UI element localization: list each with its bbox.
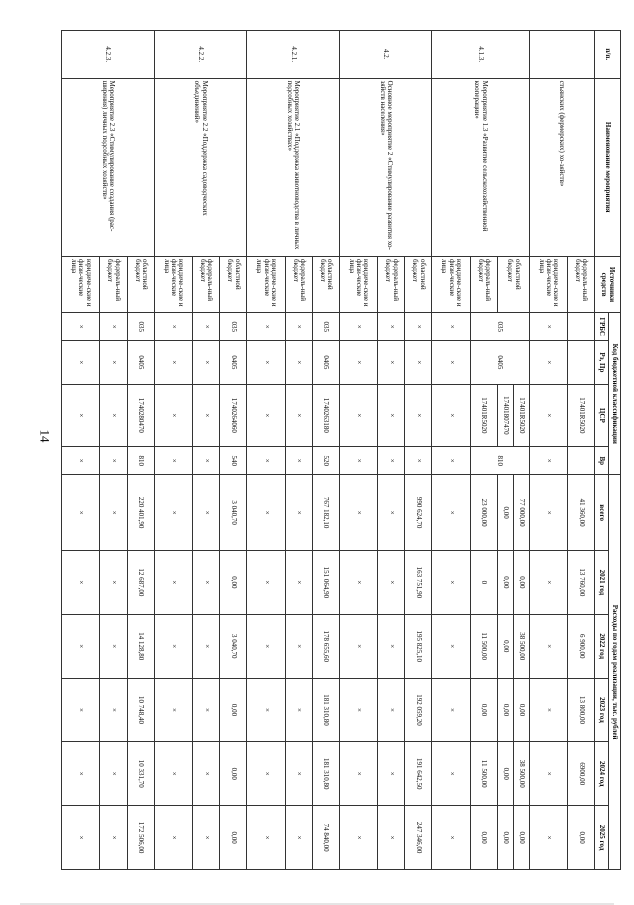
vr-cell: × xyxy=(432,447,470,475)
year-2025-cell: 0,00 xyxy=(470,806,497,870)
grbs-cell: 035 xyxy=(470,313,529,341)
year-2024-cell: 6900,00 xyxy=(567,742,594,806)
total-cell: 220 401,90 xyxy=(127,475,154,551)
header-name: Наименование мероприятия xyxy=(595,78,621,256)
vr-cell: 810 xyxy=(127,447,154,475)
year-2021-cell: × xyxy=(154,551,192,615)
year-2024-cell: 191 642,50 xyxy=(405,742,432,806)
row-index: 4.2. xyxy=(339,31,432,79)
year-2025-cell: × xyxy=(285,806,312,870)
table-row xyxy=(220,31,247,870)
csr-cell: 1740264060 xyxy=(220,384,247,447)
grbs-cell: 035 xyxy=(312,313,339,341)
header-csr: ЦСР xyxy=(595,384,609,447)
year-2022-cell: 14 128,80 xyxy=(127,614,154,678)
grbs-cell: × xyxy=(378,313,405,341)
source-cell: областной бюджет xyxy=(220,256,247,312)
total-cell: × xyxy=(62,475,100,551)
header-expenses: Расходы по годам реализации, тыс. рублей xyxy=(609,475,621,870)
total-cell: 0,00 xyxy=(497,475,513,551)
grbs-cell: × xyxy=(405,313,432,341)
year-2023-cell: × xyxy=(339,678,377,742)
total-cell: × xyxy=(378,475,405,551)
csr-cell: × xyxy=(247,384,285,447)
vr-cell: × xyxy=(193,447,220,475)
total-cell: 3 040,70 xyxy=(220,475,247,551)
header-2021: 2021 год xyxy=(595,551,609,615)
year-2025-cell: 74 840,00 xyxy=(312,806,339,870)
activity-name: Мероприятие 2.3 «Стимулирование создания (рас-ширения) личных подсобных хозяйств» xyxy=(62,78,155,256)
header-total: всего xyxy=(595,475,609,551)
year-2024-cell: 0,00 xyxy=(220,742,247,806)
year-2022-cell: 195 825,10 xyxy=(405,614,432,678)
vr-cell: × xyxy=(378,447,405,475)
page-number: 14 xyxy=(37,429,53,443)
year-2022-cell: × xyxy=(339,614,377,678)
year-2022-cell: × xyxy=(62,614,100,678)
rzpr-cell: × xyxy=(529,341,567,384)
table-row xyxy=(312,31,339,870)
year-2024-cell: × xyxy=(193,742,220,806)
total-cell: × xyxy=(285,475,312,551)
activity-name: Мероприятие 2.1 «Поддержка животноводства в личных подсобных хозяйствах» xyxy=(247,78,340,256)
csr-cell: 1740263180 xyxy=(312,384,339,447)
source-cell: областной бюджет xyxy=(127,256,154,312)
source-cell: областной бюджет xyxy=(497,256,529,312)
header-rzpr: Рз, Пр xyxy=(595,341,609,384)
year-2021-cell: × xyxy=(432,551,470,615)
year-2022-cell: × xyxy=(154,614,192,678)
rzpr-cell: × xyxy=(193,341,220,384)
csr-cell: × xyxy=(432,384,470,447)
header-2023: 2023 год xyxy=(595,678,609,742)
year-2023-cell: 181 310,80 xyxy=(312,678,339,742)
total-cell: 990 624,70 xyxy=(405,475,432,551)
source-cell: юридиче-ские и физи-ческие лица xyxy=(529,256,567,312)
year-2024-cell: 38 500,00 xyxy=(513,742,529,806)
year-2025-cell: × xyxy=(378,806,405,870)
activity-name: Мероприятие 1.3 «Развитие сельскохозяйственной кооперации» xyxy=(432,78,529,256)
header-vr: Вр xyxy=(595,447,609,475)
source-cell: федераль-ный бюджет xyxy=(100,256,127,312)
csr-cell: × xyxy=(529,384,567,447)
year-2025-cell: × xyxy=(432,806,470,870)
header-2022: 2022 год xyxy=(595,614,609,678)
source-cell: федераль-ный бюджет xyxy=(470,256,497,312)
year-2022-cell: 3 040,70 xyxy=(220,614,247,678)
year-2023-cell: × xyxy=(62,678,100,742)
year-2024-cell: × xyxy=(339,742,377,806)
grbs-cell: × xyxy=(62,313,100,341)
year-2024-cell: × xyxy=(378,742,405,806)
year-2021-cell: 0,00 xyxy=(220,551,247,615)
vr-cell: × xyxy=(247,447,285,475)
source-cell: областной бюджет xyxy=(405,256,432,312)
total-cell: × xyxy=(100,475,127,551)
rzpr-cell: × xyxy=(62,341,100,384)
year-2022-cell: 38 500,00 xyxy=(513,614,529,678)
total-cell: 77 000,00 xyxy=(513,475,529,551)
csr-cell: 17401R5020 xyxy=(470,384,497,447)
year-2021-cell: 0 xyxy=(470,551,497,615)
year-2025-cell: × xyxy=(62,806,100,870)
year-2022-cell: × xyxy=(100,614,127,678)
year-2024-cell: × xyxy=(100,742,127,806)
source-cell: юридиче-ские и физи-ческие лица xyxy=(432,256,470,312)
vr-cell: × xyxy=(100,447,127,475)
header-2024: 2024 год xyxy=(595,742,609,806)
year-2021-cell: × xyxy=(339,551,377,615)
year-2023-cell: × xyxy=(285,678,312,742)
vr-cell: 540 xyxy=(220,447,247,475)
year-2022-cell: × xyxy=(193,614,220,678)
rzpr-cell: × xyxy=(285,341,312,384)
year-2024-cell: 181 310,80 xyxy=(312,742,339,806)
grbs-cell: × xyxy=(432,313,470,341)
table-row xyxy=(513,31,529,870)
csr-cell: × xyxy=(378,384,405,447)
rzpr-cell: 0405 xyxy=(470,341,529,384)
csr-cell: × xyxy=(154,384,192,447)
year-2024-cell: × xyxy=(247,742,285,806)
total-cell: × xyxy=(432,475,470,551)
year-2025-cell: 0,00 xyxy=(567,806,594,870)
csr-cell: × xyxy=(405,384,432,447)
csr-cell: × xyxy=(339,384,377,447)
activity-name: Основное мероприятие 2 «Стимулирование развития хо-зяйств населения» xyxy=(339,78,432,256)
source-cell: областной бюджет xyxy=(312,256,339,312)
year-2024-cell: × xyxy=(529,742,567,806)
rzpr-cell: × xyxy=(432,341,470,384)
csr-cell: 17401R5020 xyxy=(567,384,594,447)
grbs-cell: × xyxy=(339,313,377,341)
year-2023-cell: × xyxy=(247,678,285,742)
year-2021-cell: × xyxy=(378,551,405,615)
year-2024-cell: × xyxy=(432,742,470,806)
year-2025-cell: × xyxy=(247,806,285,870)
source-cell: юридиче-ские и физи-ческие лица xyxy=(62,256,100,312)
rzpr-cell: 0405 xyxy=(312,341,339,384)
grbs-cell: 035 xyxy=(220,313,247,341)
header-sources: Источники средств xyxy=(595,256,621,312)
vr-cell: × xyxy=(405,447,432,475)
vr-cell: × xyxy=(285,447,312,475)
source-cell: федераль-ный бюджет xyxy=(567,256,594,312)
total-cell: × xyxy=(193,475,220,551)
total-cell: 767 182,10 xyxy=(312,475,339,551)
row-index: 4.2.3. xyxy=(62,31,155,79)
year-2025-cell: × xyxy=(100,806,127,870)
row-index: 4.2.2. xyxy=(154,31,247,79)
header-budget-code: Код бюджетной классификации xyxy=(609,313,621,475)
year-2024-cell: × xyxy=(62,742,100,806)
csr-cell: 17401R5020 xyxy=(513,384,529,447)
grbs-cell: 035 xyxy=(127,313,154,341)
vr-cell: × xyxy=(154,447,192,475)
rzpr-cell: × xyxy=(405,341,432,384)
rzpr-cell: × xyxy=(100,341,127,384)
rzpr-cell: × xyxy=(247,341,285,384)
year-2023-cell: × xyxy=(154,678,192,742)
year-2021-cell: 0,00 xyxy=(497,551,513,615)
csr-cell: 17401807470 xyxy=(497,384,513,447)
vr-cell: × xyxy=(62,447,100,475)
budget-table xyxy=(61,30,621,870)
year-2022-cell: 6 900,00 xyxy=(567,614,594,678)
year-2021-cell: 151 064,90 xyxy=(312,551,339,615)
csr-cell: × xyxy=(285,384,312,447)
grbs-cell xyxy=(567,313,594,341)
rotated-page xyxy=(61,30,621,870)
year-2025-cell: × xyxy=(339,806,377,870)
grbs-cell: × xyxy=(193,313,220,341)
year-2022-cell: 11 500,00 xyxy=(470,614,497,678)
table-row xyxy=(567,31,594,870)
rzpr-cell: 0405 xyxy=(220,341,247,384)
total-cell: 41 360,00 xyxy=(567,475,594,551)
csr-cell: 1740280470 xyxy=(127,384,154,447)
row-index: 4.2.1. xyxy=(247,31,340,79)
year-2023-cell: × xyxy=(378,678,405,742)
vr-cell: 810 xyxy=(470,447,529,475)
total-cell: × xyxy=(529,475,567,551)
year-2025-cell: × xyxy=(193,806,220,870)
year-2021-cell: × xyxy=(193,551,220,615)
year-2021-cell: × xyxy=(529,551,567,615)
year-2022-cell: × xyxy=(432,614,470,678)
vr-cell xyxy=(567,447,594,475)
year-2023-cell: × xyxy=(100,678,127,742)
year-2021-cell: 0,00 xyxy=(513,551,529,615)
year-2023-cell: × xyxy=(529,678,567,742)
grbs-cell: × xyxy=(247,313,285,341)
source-cell: юридиче-ские и физи-ческие лица xyxy=(247,256,285,312)
year-2022-cell: × xyxy=(529,614,567,678)
year-2024-cell: 11 500,00 xyxy=(470,742,497,806)
vr-cell: × xyxy=(339,447,377,475)
year-2023-cell: 0,00 xyxy=(470,678,497,742)
year-2022-cell: × xyxy=(285,614,312,678)
year-2023-cell: 13 800,00 xyxy=(567,678,594,742)
table-row xyxy=(127,31,154,870)
source-cell: федераль-ный бюджет xyxy=(378,256,405,312)
year-2022-cell: 0,00 xyxy=(497,614,513,678)
year-2023-cell: × xyxy=(193,678,220,742)
grbs-cell: × xyxy=(285,313,312,341)
year-2021-cell: 12 687,00 xyxy=(127,551,154,615)
year-2025-cell: × xyxy=(154,806,192,870)
year-2025-cell: 247 346,00 xyxy=(405,806,432,870)
rzpr-cell: 0405 xyxy=(127,341,154,384)
year-2023-cell: × xyxy=(432,678,470,742)
year-2021-cell: 163 751,90 xyxy=(405,551,432,615)
source-cell: юридиче-ские и физи-ческие лица xyxy=(154,256,192,312)
rzpr-cell xyxy=(567,341,594,384)
year-2025-cell: 172 506,00 xyxy=(127,806,154,870)
total-cell: × xyxy=(154,475,192,551)
year-2023-cell: 0,00 xyxy=(497,678,513,742)
vr-cell: 520 xyxy=(312,447,339,475)
year-2021-cell: × xyxy=(285,551,312,615)
year-2023-cell: 0,00 xyxy=(220,678,247,742)
row-index xyxy=(529,31,594,79)
year-2024-cell: 0,00 xyxy=(497,742,513,806)
row-index: 4.1.3. xyxy=(432,31,529,79)
year-2025-cell: 0,00 xyxy=(497,806,513,870)
csr-cell: × xyxy=(62,384,100,447)
year-2023-cell: 0,00 xyxy=(513,678,529,742)
year-2023-cell: 10 748,40 xyxy=(127,678,154,742)
csr-cell: × xyxy=(100,384,127,447)
activity-name: Мероприятие 2.2 «Поддержка садоводческих объединений» xyxy=(154,78,247,256)
table-row xyxy=(405,31,432,870)
rzpr-cell: × xyxy=(339,341,377,384)
year-2024-cell: 10 331,70 xyxy=(127,742,154,806)
total-cell: 23 000,00 xyxy=(470,475,497,551)
header-num: п/п. xyxy=(595,31,621,79)
year-2022-cell: × xyxy=(378,614,405,678)
header-2025: 2025 год xyxy=(595,806,609,870)
csr-cell: × xyxy=(193,384,220,447)
total-cell: × xyxy=(339,475,377,551)
year-2024-cell: × xyxy=(154,742,192,806)
source-cell: юридиче-ские и физи-ческие лица xyxy=(339,256,377,312)
year-2021-cell: × xyxy=(62,551,100,615)
vr-cell: × xyxy=(529,447,567,475)
year-2022-cell: 178 655,60 xyxy=(312,614,339,678)
year-2024-cell: × xyxy=(285,742,312,806)
grbs-cell: × xyxy=(529,313,567,341)
year-2021-cell: × xyxy=(100,551,127,615)
header-grbs: ГРБС xyxy=(595,313,609,341)
activity-name: стьянских (фермерских) хо-зяйств» xyxy=(529,78,594,256)
source-cell: федераль-ный бюджет xyxy=(193,256,220,312)
source-cell: федераль-ный бюджет xyxy=(285,256,312,312)
total-cell: × xyxy=(247,475,285,551)
year-2025-cell: 0,00 xyxy=(513,806,529,870)
year-2025-cell: 0,00 xyxy=(220,806,247,870)
grbs-cell: × xyxy=(154,313,192,341)
year-2021-cell: 13 760,00 xyxy=(567,551,594,615)
year-2025-cell: × xyxy=(529,806,567,870)
year-2022-cell: × xyxy=(247,614,285,678)
rzpr-cell: × xyxy=(154,341,192,384)
rzpr-cell: × xyxy=(378,341,405,384)
year-2021-cell: × xyxy=(247,551,285,615)
year-2023-cell: 192 059,20 xyxy=(405,678,432,742)
grbs-cell: × xyxy=(100,313,127,341)
